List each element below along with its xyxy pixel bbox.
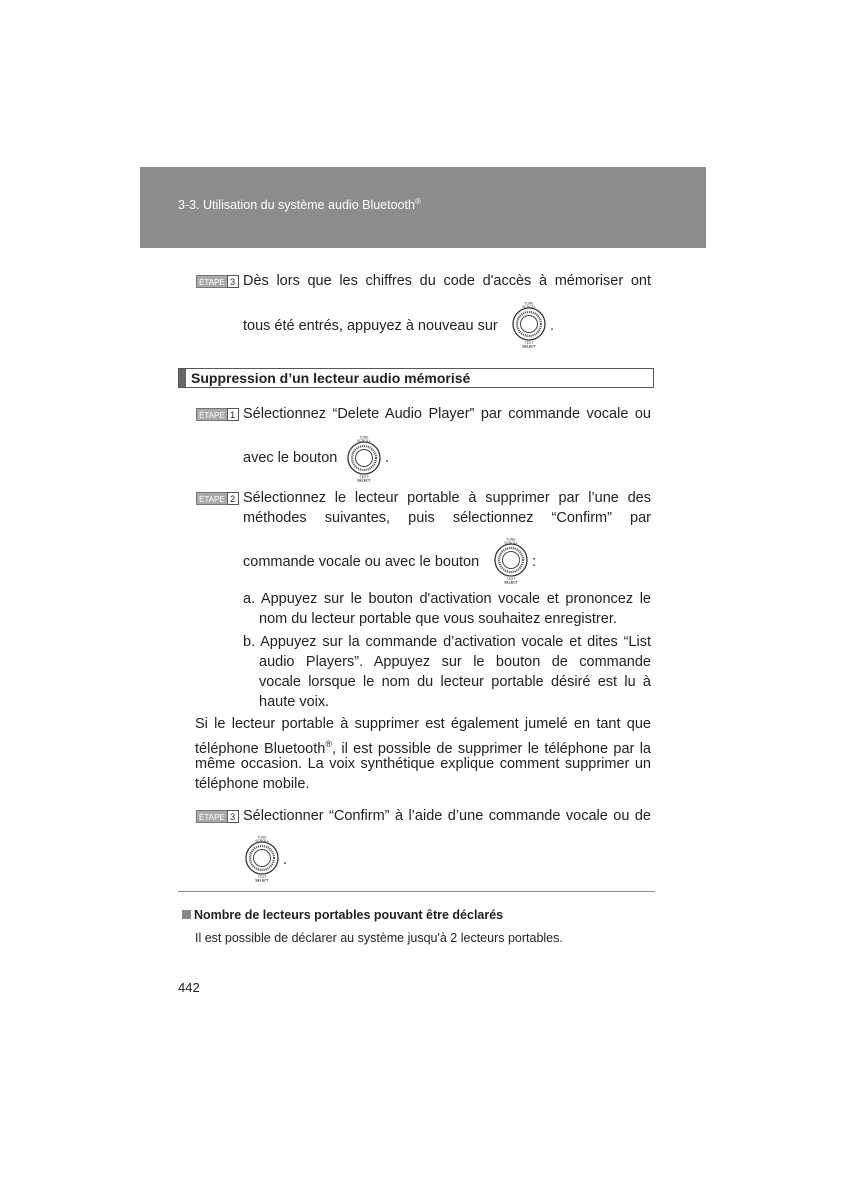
svg-text:TUNE: TUNE xyxy=(257,835,267,840)
note-title: Nombre de lecteurs portables pouvant être déclarés xyxy=(182,908,503,922)
step-badge xyxy=(196,492,239,505)
paragraph-line: Si le lecteur portable à supprimer est également jumelé en tant que xyxy=(195,716,651,732)
step-text-punctuation: : xyxy=(532,554,537,570)
heading-bar xyxy=(179,369,186,387)
list-item-a-line: a. Appuyez sur le bouton d'activation vocale et prononcez le xyxy=(243,591,651,607)
step-text-punctuation: . xyxy=(283,852,288,868)
svg-text:TUNE: TUNE xyxy=(359,435,369,440)
paragraph-line: même occasion. La voix synthétique explique comment supprimer un xyxy=(195,756,651,772)
paragraph-line: téléphone Bluetooth®, il est possible de supprimer le téléphone par la xyxy=(195,739,651,757)
step-number: 2 xyxy=(227,492,239,505)
paragraph-line: téléphone mobile. xyxy=(195,776,310,792)
list-item-b-line: audio Players”. Appuyez sur le bouton de commande xyxy=(259,654,651,670)
section-title: 3-3. Utilisation du système audio Bluetooth® xyxy=(178,197,421,213)
svg-text:TEXT: TEXT xyxy=(506,576,516,581)
list-item-a-line: nom du lecteur portable que vous souhaitez enregistrer. xyxy=(259,611,617,627)
step-text-punctuation: . xyxy=(550,318,555,334)
step-text-line: tous été entrés, appuyez à nouveau sur xyxy=(243,318,498,334)
step-text-line: Sélectionner “Confirm” à l’aide d’une commande vocale ou de xyxy=(243,808,651,824)
step-text-line: méthodes suivantes, puis sélectionnez “Confirm” par xyxy=(243,510,651,526)
list-item-b-line: b. Appuyez sur la commande d’activation vocale et dites “List xyxy=(243,634,651,650)
step-text-line: Sélectionnez le lecteur portable à supprimer par l’une des xyxy=(243,490,651,506)
registered-mark: ® xyxy=(414,197,421,206)
note-text: Il est possible de déclarer au système jusqu'à 2 lecteurs portables. xyxy=(195,931,563,945)
square-bullet-icon xyxy=(182,910,191,919)
step-text-line: Dès lors que les chiffres du code d'accès à mémoriser ont xyxy=(243,273,651,289)
svg-text:TEXT: TEXT xyxy=(524,340,534,345)
svg-text:TEXT: TEXT xyxy=(257,874,267,879)
step-label: ÉTAPE xyxy=(196,492,227,505)
tune-select-knob-icon xyxy=(240,834,284,882)
step-text-line: avec le bouton xyxy=(243,450,338,466)
tune-select-knob-icon xyxy=(342,434,386,482)
svg-text:SCROLL: SCROLL xyxy=(255,839,269,844)
step-number: 3 xyxy=(227,810,239,823)
step-text-line: Sélectionnez “Delete Audio Player” par commande vocale ou xyxy=(243,406,651,422)
section-heading xyxy=(178,368,654,388)
list-item-b-line: vocale lorsque le nom du lecteur portable désiré est lu à xyxy=(259,674,651,690)
svg-text:TEXT: TEXT xyxy=(359,474,369,479)
svg-text:SELECT: SELECT xyxy=(522,344,536,348)
step-label: ÉTAPE xyxy=(196,275,227,288)
chapter-header-band xyxy=(140,167,706,248)
step-badge xyxy=(196,275,239,288)
step-number: 1 xyxy=(227,408,239,421)
section-heading-label: Suppression d’un lecteur audio mémorisé xyxy=(191,370,471,386)
divider xyxy=(178,891,655,892)
svg-text:SCROLL: SCROLL xyxy=(522,305,536,310)
step-badge xyxy=(196,408,239,421)
tune-select-knob-icon xyxy=(507,300,551,348)
page-number: 442 xyxy=(178,980,200,995)
svg-text:SCROLL: SCROLL xyxy=(357,439,371,444)
tune-select-knob-icon xyxy=(489,536,533,584)
svg-text:TUNE: TUNE xyxy=(524,301,534,306)
svg-text:SELECT: SELECT xyxy=(255,878,269,882)
svg-text:SELECT: SELECT xyxy=(504,580,518,584)
step-label: ÉTAPE xyxy=(196,408,227,421)
step-text-line: commande vocale ou avec le bouton xyxy=(243,554,480,570)
svg-text:SELECT: SELECT xyxy=(357,478,371,482)
step-text-punctuation: . xyxy=(385,450,390,466)
step-number: 3 xyxy=(227,275,239,288)
registered-mark: ® xyxy=(325,739,332,749)
svg-text:TUNE: TUNE xyxy=(506,537,516,542)
list-item-b-line: haute voix. xyxy=(259,694,330,710)
svg-text:SCROLL: SCROLL xyxy=(504,541,518,546)
step-label: ÉTAPE xyxy=(196,810,227,823)
step-badge xyxy=(196,810,239,823)
